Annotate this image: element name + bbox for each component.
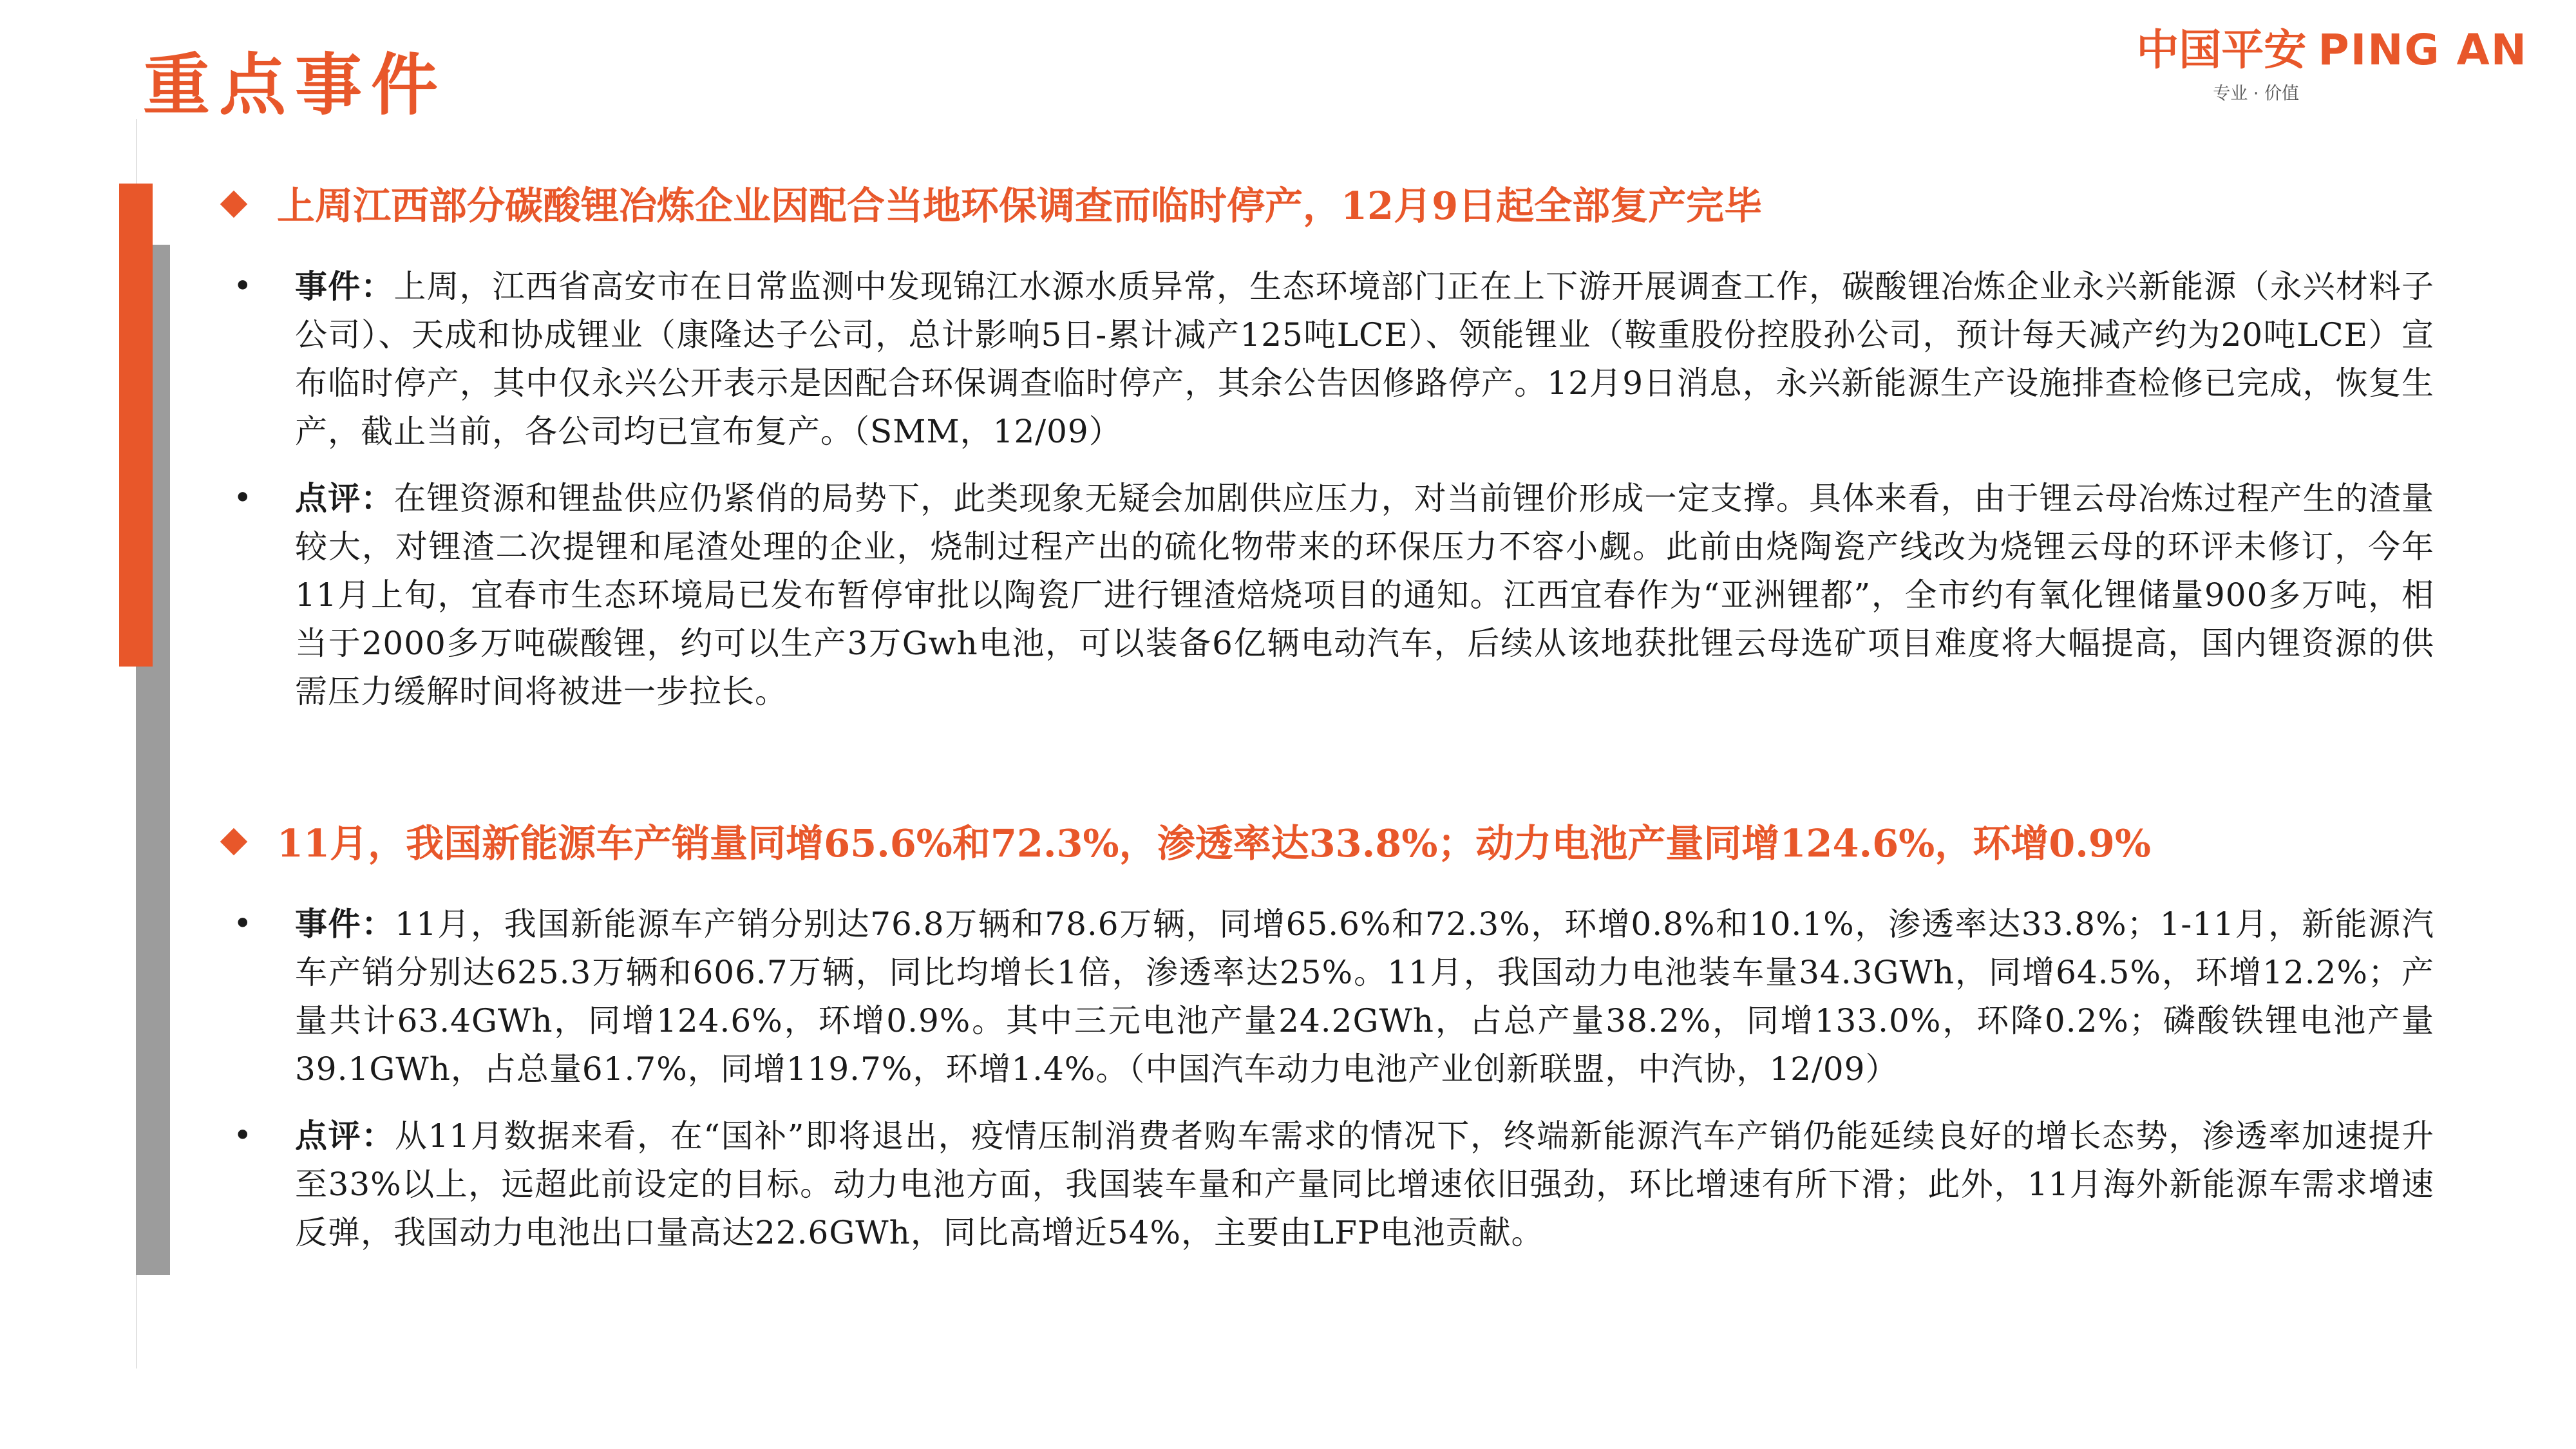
item-label: 事件： xyxy=(295,267,394,305)
logo-cn: 中国平安 xyxy=(2136,25,2307,75)
section-heading-text: 上周江西部分碳酸锂冶炼企业因配合当地环保调查而临时停产，12月9日起全部复产完毕 xyxy=(277,184,1763,228)
item-label: 点评： xyxy=(295,1116,395,1155)
item-text: 在锂资源和锂盐供应仍紧俏的局势下，此类现象无疑会加剧供应压力，对当前锂价形成一定支撑。具体来看，由于锂云母冶炼过程产生的渣量较大，对锂渣二次提锂和尾渣处理的企业，烧制过程产出的硫化物带来的环保压力不容小觑。此前由烧陶瓷产线改为烧锂云母的环评未修订，今年11月上旬，宜春市生态环境局已发布暂停审批以陶瓷厂进行锂渣焙烧项目的通知。江西宜春作为“亚洲锂都”，全市约有氧化锂储量900多万吨，相当于2000多万吨碳酸锂，约可以生产3万Gwh电池，可以装备6亿辆电动汽车，后续从该地获批锂云母选矿项目难度将大幅提高，国内锂资源的供需压力缓解时间将被进一步拉长。 xyxy=(295,479,2434,710)
item-label: 点评： xyxy=(295,478,394,517)
item-text: 11月，我国新能源车产销分别达76.8万辆和78.6万辆，同增65.6%和72.3%，环增0.8%和10.1%，渗透率达33.8%；1-11月，新能源汽车产销分别达625.3万辆和606.7万辆，同比均增长1倍，渗透率达25%。11月，我国动力电池装车量34.3GWh，同增64.5%，环增12.2%；产量共计63.4GWh，同增124.6%，环增0.9%。其中三元电池产量24.2GWh，占总产量38.2%，同增133.0%，环降0.2%；磷酸铁锂电池产量39.1GWh，占总量61.7%，同增119.7%，环增1.4%。（中国汽车动力电池产业创新联盟，中汽协，12/09） xyxy=(295,905,2434,1088)
bullet-dot-icon: • xyxy=(233,1116,253,1154)
bullet-list xyxy=(219,900,2434,1257)
pingan-logo xyxy=(2136,27,2528,104)
page-title: 重点事件 xyxy=(143,46,448,124)
bullet-list xyxy=(219,262,2434,716)
list-item xyxy=(219,900,2434,1094)
diamond-bullet-icon xyxy=(220,191,247,218)
section-heading xyxy=(219,182,2434,231)
section-lithium-shutdown xyxy=(219,182,2434,734)
decorative-bar-orange xyxy=(119,184,153,667)
diamond-bullet-icon xyxy=(220,828,247,855)
logo-tagline: 专业 · 价值 xyxy=(2213,83,2299,104)
item-label: 事件： xyxy=(295,904,395,943)
list-item xyxy=(219,474,2434,716)
item-text: 上周，江西省高安市在日常监测中发现锦江水源水质异常，生态环境部门正在上下游开展调查工作，碳酸锂冶炼企业永兴新能源（永兴材料子公司）、天成和协成锂业（康隆达子公司，总计影响5日-累计减产125吨LCE）、领能锂业（鞍重股份控股孙公司，预计每天减产约为20吨LCE）宣布临时停产，其中仅永兴公开表示是因配合环保调查临时停产，其余公告因修路停产。12月9日消息，永兴新能源生产设施排查检修已完成，恢复生产，截止当前，各公司均已宣布复产。（SMM，12/09） xyxy=(295,267,2434,450)
bullet-dot-icon: • xyxy=(233,904,253,942)
section-nev-sales xyxy=(219,819,2434,1275)
list-item xyxy=(219,262,2434,456)
logo-en: PING AN xyxy=(2318,25,2528,75)
logo-wordmark xyxy=(2136,27,2528,74)
list-item xyxy=(219,1112,2434,1257)
bullet-dot-icon: • xyxy=(233,478,253,516)
bullet-dot-icon: • xyxy=(233,267,253,305)
section-heading-text: 11月，我国新能源车产销量同增65.6%和72.3%，渗透率达33.8%；动力电池产量同增124.6%，环增0.9% xyxy=(277,821,2151,866)
section-heading xyxy=(219,819,2434,869)
item-text: 从11月数据来看，在“国补”即将退出，疫情压制消费者购车需求的情况下，终端新能源汽车产销仍能延续良好的增长态势，渗透率加速提升至33%以上，远超此前设定的目标。动力电池方面，我国装车量和产量同比增速依旧强劲，环比增速有所下滑；此外，11月海外新能源车需求增速反弹，我国动力电池出口量高达22.6GWh，同比高增近54%，主要由LFP电池贡献。 xyxy=(295,1117,2434,1251)
